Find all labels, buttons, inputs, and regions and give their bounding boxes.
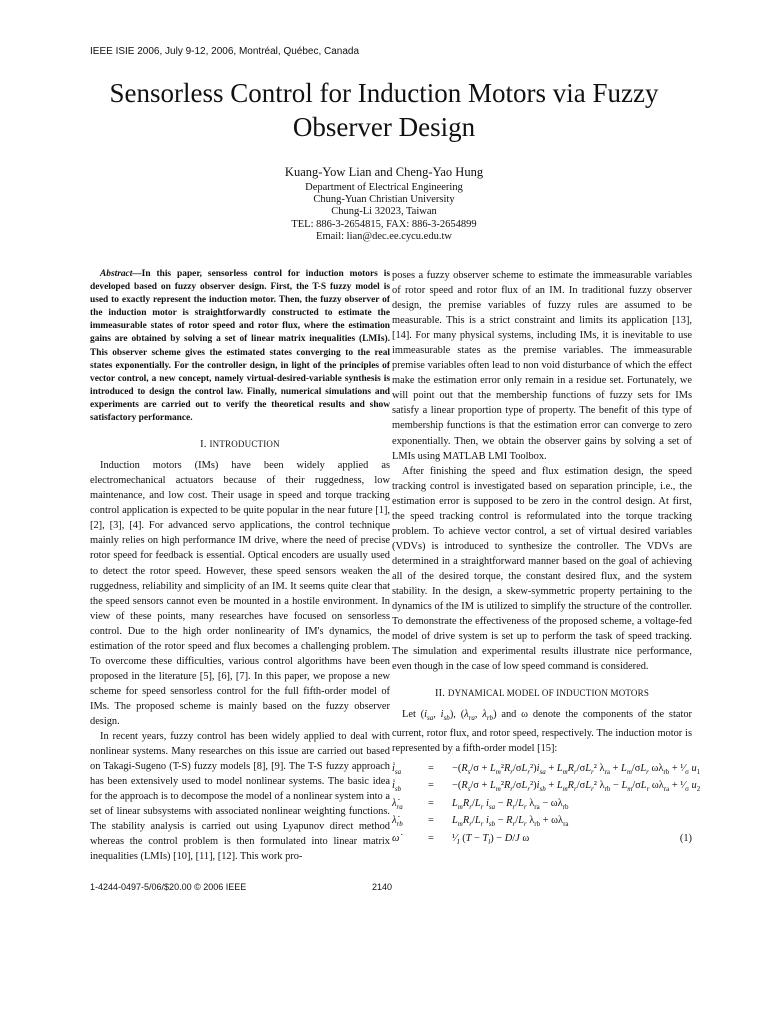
affiliation-department: Department of Electrical Engineering: [305, 182, 463, 193]
equation-row-omega: ω̇ = $^1⁄_J$ $(T - T_l) - D/J$ ω (1): [392, 832, 692, 846]
intro-paragraph-2: In recent years, fuzzy control has been widely applied to deal with nonlinear systems. Many researches on this issue are carried out based on Takagi-Sugeno (T-S) fuzzy models [8], [9]. The T-S fuzzy approach has been extensively used to model nonlinear systems. The basic idea for the approach is to decompose the model of a nonlinear system into a set of linear subsystems with associated nonlinear weighting functions. The stability analysis is carried out using Lyapunov direct method whereas the control problem is then formulated into linear matrix inequalities (LMIs) [10], [11], [12]. This work pro-: [90, 731, 390, 863]
section-1-number: I.: [200, 439, 207, 451]
equation-number: (1): [679, 832, 692, 844]
left-column: [90, 268, 390, 864]
section-2-number: II.: [434, 688, 446, 700]
paper-title: [40, 76, 728, 144]
intro-paragraph-1: Induction motors (IMs) have been widely applied as electromechanical actuators because of their ruggedness, low maintenance, and low cost. Their usage in speed and torque tracking control application is expected to be quite popular in the near future [1], [2], [3], [4]. For advanced servo applications, the control technique mainly relies on high performance IM drive, where the need of precise rotor speed for feedback is essential. Optical encoders are usually used to detect the rotor speed. However, these speed sensors weaken the ruggedness, reliability and simplicity of an IM. It seems quite clear that the speed sensors cannot even be mounted in a hostile environment. In view of these points, many researches have focused on sensorless control. Due to the high order nonlinearity of IM's dynamics, the estimation of the rotor speed and flux becomes a challenging problem. To overcome these difficulties, various control algorithms have been proposed in the literature [5], [6], [7]. In this paper, we propose a new scheme for speed sensorless control for the full fifth-order model of IMs. The proposed scheme is mainly based on the fuzzy observer design.: [90, 460, 390, 727]
footer-copyright: 1-4244-0497-5/06/$20.00 © 2006 IEEE: [90, 882, 247, 892]
abstract-text: In this paper, sensorless control for induction motors is developed based on fuzzy observer design. First, the T-S fuzzy model is used to exactly represent the induction motor. Then, the fuzzy observer of the induction motor is straightforwardly constructed to estimate the immeasurable states of rotor speed and rotor flux, where the estimation gains are obtained by solving a set of linear matrix inequalities (LMIs). This observer scheme gives the estimated states converging to the real states exponentially. For the controller design, in light of the principles of vector control, a new concept, namely virtual-desired-variable synthesis is introduced to design the control law. Finally, numerical simulations and experiments are carried out to verify the theoretical results and show satisfactory performance.: [90, 269, 390, 424]
model-intro-text-b: ) and ω denote the components of the stator current, rotor flux, and rotor speed, respectively. The induction motor is represented by a fifth-order model [15]:: [392, 709, 692, 755]
equation-row-lambda-rb: $\lambdȧ_{rb}$ = $L_mR_r/L_r$ $i_{sb} - R_r/L_r$ $\lambda_{rb} + \omega\lambda_{ra}$: [392, 815, 569, 829]
footer-page-number: 2140: [372, 882, 393, 892]
right-column: [392, 268, 701, 848]
equation-row-lambda-ra: $\lambdȧ_{ra}$ = $L_mR_r/L_r$ $i_{sa} - R_r/L_r$ $\lambda_{ra} - \omega\lambda_{rb}$: [392, 797, 569, 811]
model-intro-text-a: Let (: [402, 709, 425, 721]
intro-paragraph-4: After finishing the speed and flux estimation design, the speed tracking control is investigated based on separation principle, i.e., the estimation error is supposed to be zero in the control design. At first, the speed tracking control is reformulated into the torque tracking problem. To achieve vector control, a set of virtual desired variables (VDVs) is introduced to synthesize the controller. The VDVs are determined in a straightforward manner based on the goal of achieving all of the desired torque, the constant desired flux, and the system stability. In the design, a skew-symmetric property pertaining to the dynamics of the IM is utilized to simplify the structure of the controller. To demonstrate the effectiveness of the proposed scheme, a voltage-fed model of drive system is set up to perform the task of speed tracking. The simulation and experimental results illustrate nice performance, even though in the case of low speed command is considered.: [392, 465, 692, 673]
affiliation-block: [40, 182, 728, 243]
affiliation-phone-fax: TEL: 886-3-2654815, FAX: 886-3-2654899: [291, 218, 477, 230]
section-2-title: DYNAMICAL MODEL OF INDUCTION MOTORS: [447, 688, 650, 699]
intro-paragraph-3: poses a fuzzy observer scheme to estimate the immeasurable variables of rotor speed and rotor flux of an IM. In traditional fuzzy observer design, the premise variables of fuzzy rules are assumed to be measurable. This is a strict constraint and limits its application [13], [14]. For many physical systems, including IMs, it is inevitable to use immeasurable states as the premise variables. The immeasurable premise variables often lead to non void disturbance of which the effect make the estimation error only remain in a residue set. Fortunately, we will point out that the membership functions of fuzzy sets for IMs satisfy a linear proportion type of property. The benefit of this type of membership functions is that the estimation error can converge to zero exponentially. Then, we obtain the observer gains by solving a set of LMIs using MATLAB LMI Toolbox.: [392, 270, 692, 462]
equation-row-isb: $i̇_{sb}$ = $-(R_s/\sigma + L_m^2R_r/\sigma L_r^2)i_{sb} + L_mR_r/\sigma L_r^2$ $\lambda_{rb} - L_m/\sigma L_r$ $\omega\lambda_{ra}$ + $^1⁄_\sigma$ $u_2$: [392, 780, 701, 794]
affiliation-university: Chung-Yuan Christian University: [313, 194, 455, 206]
authors: Kuang-Yow Lian and Cheng-Yao Hung: [284, 165, 484, 179]
affiliation-email: Email: lian@dec.ee.cycu.edu.tw: [316, 230, 452, 242]
title-line-1: Sensorless Control for Induction Motors via Fuzzy: [109, 78, 659, 108]
conference-header: IEEE ISIE 2006, July 9-12, 2006, Montréal, Québec, Canada: [90, 46, 360, 57]
section-2-heading: [392, 686, 692, 701]
affiliation-city: Chung-Li 32023, Taiwan: [331, 206, 437, 218]
section-1-title: INTRODUCTION: [209, 439, 280, 450]
equation-row-isa: $i̇_{sa}$ = $-(R_s/\sigma + L_m^2R_r/\sigma L_r^2)i_{sa} + L_mR_r/\sigma L_r^2$ $\lambda_{ra} + L_m/\sigma L_r$ $\omega\lambda_{rb}$ + $^1⁄_\sigma$ $u_1$: [392, 762, 701, 776]
abstract: [90, 268, 390, 425]
model-equations: [392, 761, 701, 849]
abstract-label: Abstract—: [100, 269, 142, 279]
section-1-heading: [90, 437, 390, 452]
model-intro-paragraph: Let ($i_{sa}$, $i_{sb}$), ($\lambda_{ra}$, $\lambda_{rb}$) and ω denote the components of the stator current, rotor flux, and rotor speed, respectively. The induction motor is represented by a fifth-order model [15]:: [392, 709, 692, 755]
title-line-2: Observer Design: [292, 112, 476, 142]
